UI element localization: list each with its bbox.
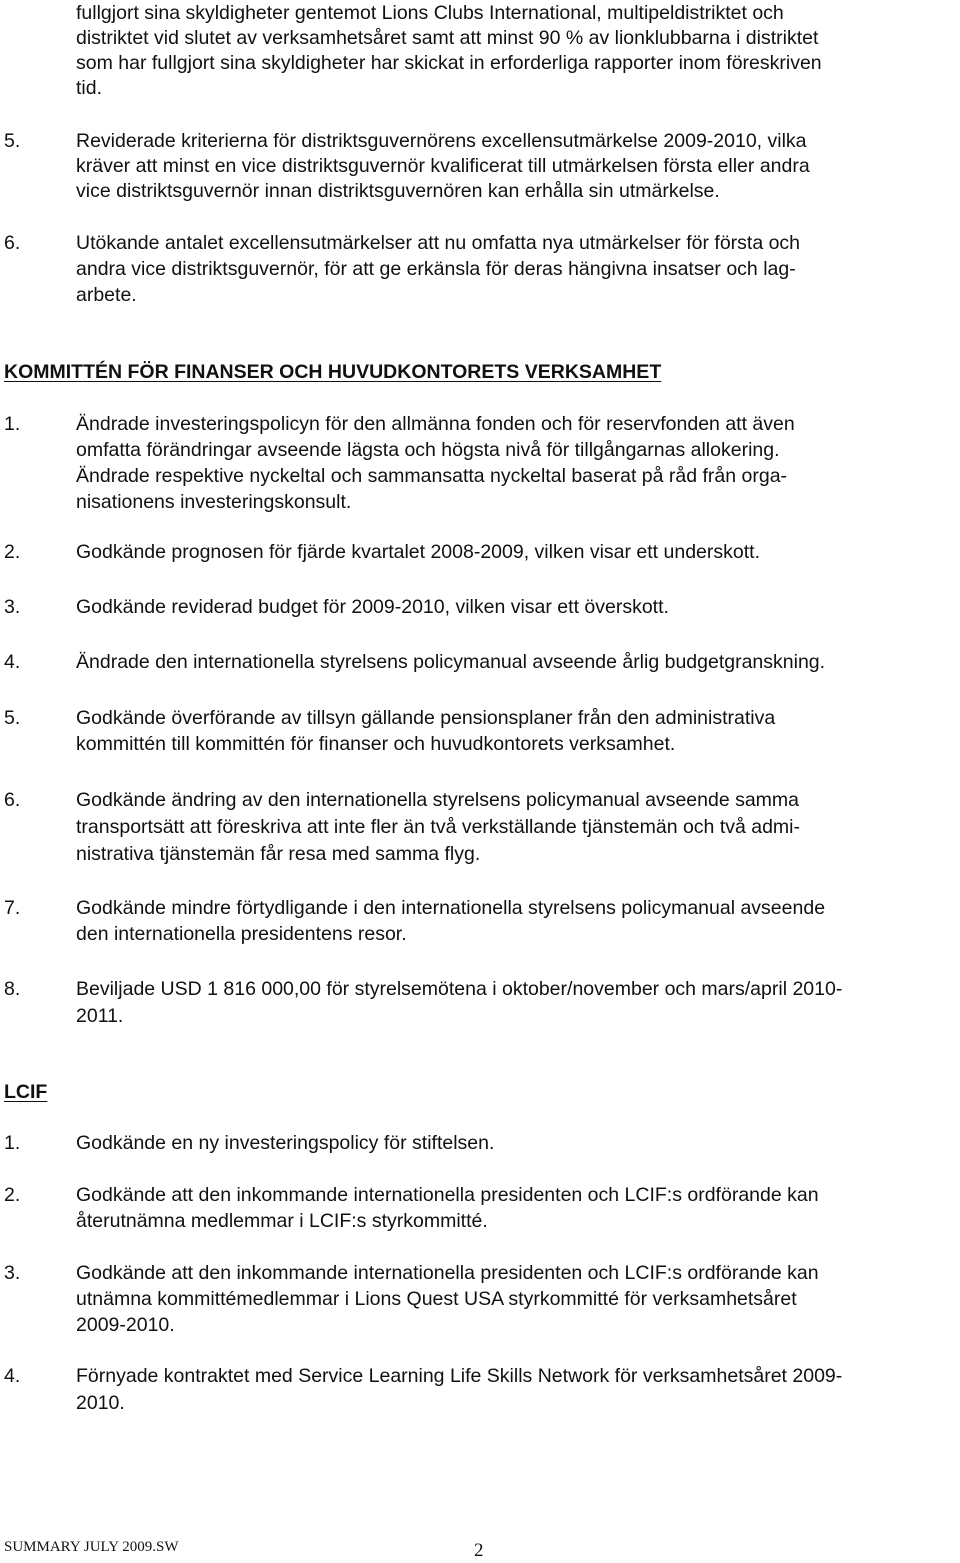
text-line: 2009-2010. xyxy=(76,1314,175,1336)
item-number: 4. xyxy=(4,651,21,673)
item-number: 5. xyxy=(4,130,21,152)
text-line: Godkände reviderad budget för 2009-2010, vilken visar ett överskott. xyxy=(76,596,669,618)
text-line: Utökande antalet excellensutmärkelser att nu omfatta nya utmärkelser för första och xyxy=(76,232,801,254)
item-number: 2. xyxy=(4,541,21,563)
text-line: nistrativa tjänstemän får resa med samma flyg. xyxy=(76,843,481,865)
text-line: Ändrade respektive nyckeltal och sammansatta nyckeltal baserat på råd från orga- xyxy=(76,465,788,487)
text-line: utnämna kommittémedlemmar i Lions Quest USA styrkommitté för verksamhetsåret xyxy=(76,1288,797,1310)
item-number: 6. xyxy=(4,232,21,254)
item-number: 4. xyxy=(4,1365,21,1387)
item-number: 3. xyxy=(4,1262,21,1284)
text-line: Godkände en ny investeringspolicy för stiftelsen. xyxy=(76,1132,495,1154)
text-line: omfatta förändringar avseende lägsta och högsta nivå för tillgångarnas allokering. xyxy=(76,439,780,461)
item-number: 1. xyxy=(4,413,21,435)
text-line: som har fullgjort sina skyldigheter har skickat in erforderliga rapporter inom föreskriven xyxy=(76,52,822,74)
text-line: Godkände mindre förtydligande i den internationella styrelsens policymanual avseende xyxy=(76,897,826,919)
item-number: 2. xyxy=(4,1184,21,1206)
text-line: Godkände att den inkommande internationella presidenten och LCIF:s ordförande kan xyxy=(76,1184,819,1206)
text-line: Beviljade USD 1 816 000,00 för styrelsemötena i oktober/november och mars/april 2010- xyxy=(76,978,843,1000)
text-line: Förnyade kontraktet med Service Learning Life Skills Network för verksamhetsåret 2009- xyxy=(76,1365,843,1387)
text-line: den internationella presidentens resor. xyxy=(76,923,407,945)
text-line: kräver att minst en vice distriktsguvernör kvalificerat till utmärkelsen första eller andra xyxy=(76,155,810,177)
lcif-section-heading: LCIF xyxy=(4,1081,48,1103)
item-number: 3. xyxy=(4,596,21,618)
text-line: Ändrade investeringspolicyn för den allmänna fonden och för reservfonden att även xyxy=(76,413,795,435)
text-line: Godkände prognosen för fjärde kvartalet 2008-2009, vilken visar ett underskott. xyxy=(76,541,760,563)
text-line: kommittén till kommittén för finanser och huvudkontorets verksamhet. xyxy=(76,733,676,755)
text-line: 2011. xyxy=(76,1005,124,1027)
item-number: 7. xyxy=(4,897,21,919)
text-line: andra vice distriktsguvernör, för att ge erkänsla för deras hängivna insatser och lag- xyxy=(76,258,796,280)
text-line: Ändrade den internationella styrelsens policymanual avseende årlig budgetgranskning. xyxy=(76,651,826,673)
finance-section-heading: KOMMITTÉN FÖR FINANSER OCH HUVUDKONTORETS VERKSAMHET xyxy=(4,361,662,383)
text-line: distriktet vid slutet av verksamhetsåret samt att minst 90 % av lionklubbarna i distriktet xyxy=(76,27,819,49)
text-line: Godkände ändring av den internationella styrelsens policymanual avseende samma xyxy=(76,789,800,811)
text-line: 2010. xyxy=(76,1392,125,1414)
text-line: transportsätt att föreskriva att inte fler än två verkställande tjänstemän och två admi- xyxy=(76,816,801,838)
text-line: Godkände att den inkommande internationella presidenten och LCIF:s ordförande kan xyxy=(76,1262,819,1284)
text-line: vice distriktsguvernör innan distriktsguvernören kan erhålla sin utmärkelse. xyxy=(76,180,720,202)
text-line: nisationens investeringskonsult. xyxy=(76,491,352,513)
page-number: 2 xyxy=(474,1540,484,1561)
text-line: Reviderade kriterierna för distriktsguvernörens excellensutmärkelse 2009-2010, vilka xyxy=(76,130,807,152)
text-line: återutnämna medlemmar i LCIF:s styrkommitté. xyxy=(76,1210,488,1232)
item-number: 6. xyxy=(4,789,21,811)
text-line: fullgjort sina skyldigheter gentemot Lions Clubs International, multipeldistriktet och xyxy=(76,2,784,24)
item-number: 5. xyxy=(4,707,21,729)
footer-doc-label: SUMMARY JULY 2009.SW xyxy=(4,1539,179,1555)
item-number: 1. xyxy=(4,1132,21,1154)
text-line: arbete. xyxy=(76,284,137,306)
item-number: 8. xyxy=(4,978,21,1000)
text-line: Godkände överförande av tillsyn gällande pensionsplaner från den administrativa xyxy=(76,707,776,729)
text-line: tid. xyxy=(76,77,103,99)
